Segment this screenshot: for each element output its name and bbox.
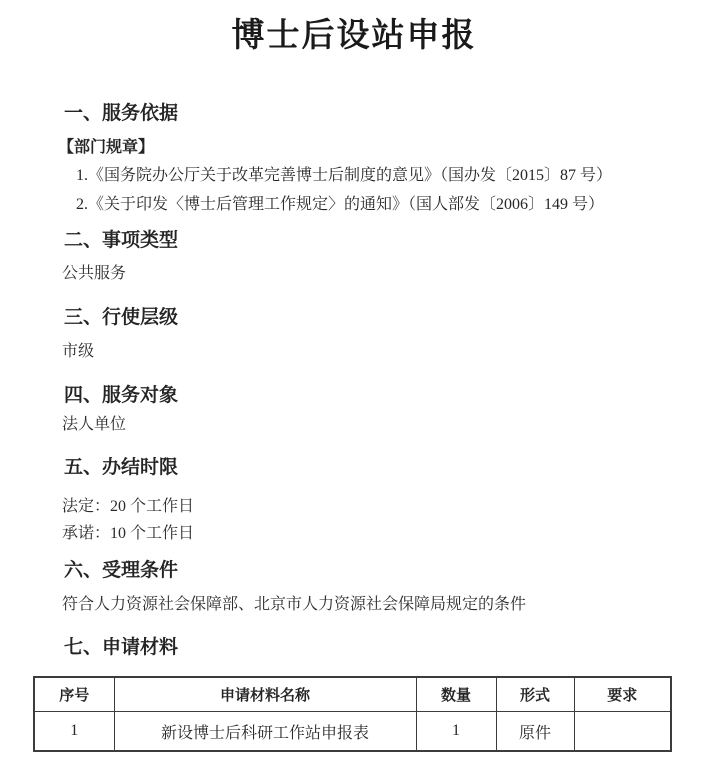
- materials-table-header: [34, 677, 671, 712]
- table-header-row: [34, 677, 671, 712]
- section-heading-service-target: 四、服务对象: [64, 385, 179, 406]
- table-header-seq: 序号: [34, 677, 114, 712]
- section-heading-item-type: 二、事项类型: [64, 230, 179, 251]
- materials-table: [33, 676, 672, 752]
- table-header-form: 形式: [496, 677, 574, 712]
- section-heading-acceptance-conditions: 六、受理条件: [64, 560, 179, 581]
- page-title: 博士后设站申报: [231, 18, 477, 54]
- table-header-material-name: 申请材料名称: [114, 677, 416, 712]
- time-limit-promised: 承诺：10 个工作日: [62, 525, 195, 542]
- section-heading-time-limit: 五、办结时限: [64, 457, 179, 478]
- table-cell-quantity: 1: [416, 712, 496, 752]
- materials-table-body: [34, 712, 671, 752]
- time-limit-statutory: 法定：20 个工作日: [62, 498, 195, 515]
- exercise-level-value: 市级: [62, 343, 95, 360]
- regulation-category-label: 【部门规章】: [58, 139, 155, 156]
- regulation-item-1: 1.《国务院办公厅关于改革完善博士后制度的意见》（国办发〔2015〕87 号）: [76, 167, 613, 184]
- section-heading-exercise-level: 三、行使层级: [64, 307, 179, 328]
- service-target-value: 法人单位: [62, 416, 127, 433]
- section-heading-application-materials: 七、申请材料: [64, 637, 179, 658]
- table-cell-form: 原件: [496, 712, 574, 752]
- table-header-quantity: 数量: [416, 677, 496, 712]
- acceptance-conditions-value: 符合人力资源社会保障部、北京市人力资源社会保障局规定的条件: [62, 596, 527, 613]
- table-header-requirement: 要求: [574, 677, 671, 712]
- item-type-value: 公共服务: [62, 265, 127, 282]
- table-cell-seq: 1: [34, 712, 114, 752]
- regulation-item-2: 2.《关于印发〈博士后管理工作规定〉的通知》（国人部发〔2006〕149 号）: [76, 196, 605, 213]
- table-cell-requirement: [574, 712, 671, 752]
- section-heading-service-basis: 一、服务依据: [64, 103, 179, 124]
- table-row: [34, 712, 671, 752]
- table-cell-material-name: 新设博士后科研工作站申报表: [114, 712, 416, 752]
